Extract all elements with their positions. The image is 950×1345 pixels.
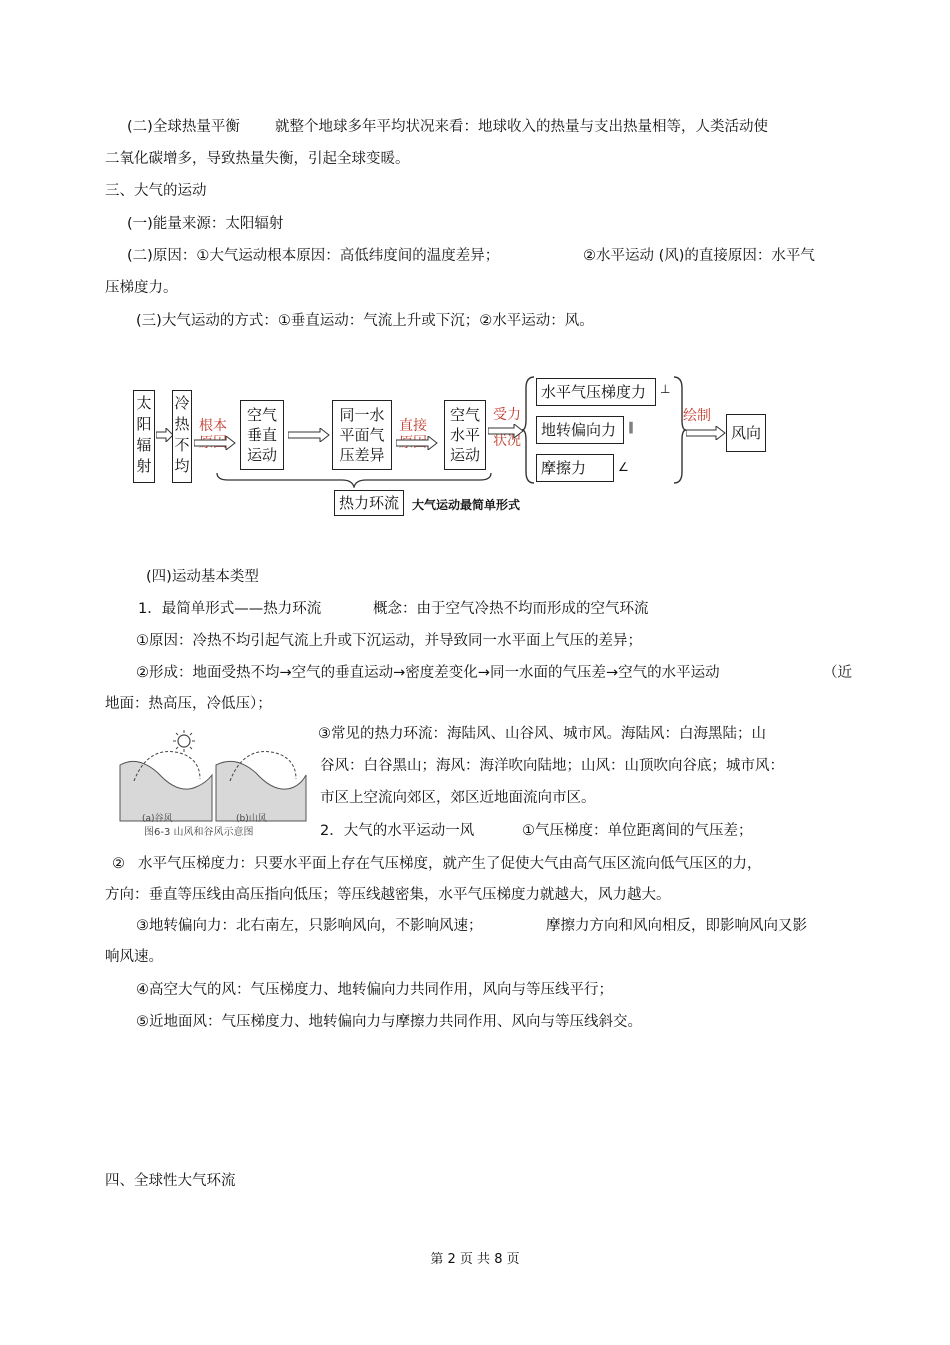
box-vertical-motion (240, 400, 284, 470)
symbol-perpendicular: ⊥ (660, 382, 671, 396)
text-formation-paren: （近 (823, 665, 852, 681)
box-wind-direction (726, 414, 766, 452)
symbol-oblique: ∠ (618, 460, 629, 474)
text-concept: 概念：由于空气冷热不均而形成的空气环流 (373, 601, 649, 617)
figure-caption: 图6-3 山风和谷风示意图 (144, 827, 254, 838)
vertical-line-1: 空气 (246, 406, 277, 424)
vertical-line-2: 垂直 (246, 426, 277, 444)
text-formation: ②形成：地面受热不均→空气的垂直运动→密度差变化→同一水面的气压差→空气的水平运动 (136, 665, 720, 681)
box-uneven-heating-text: 冷热不均 (174, 394, 190, 475)
text-upper-wind: ④高空大气的风：气压梯度力、地转偏向力共同作用，风向与等压线平行； (136, 982, 613, 998)
coriolis-force-text: 地转偏向力 (541, 421, 617, 439)
pressure-line-1: 同一水 (339, 406, 385, 424)
horizontal-line-1: 空气 (449, 406, 480, 424)
heading-basic-types: (四)运动基本类型 (146, 569, 259, 585)
pressure-gradient-force-text: 水平气压梯度力 (541, 383, 647, 401)
text-cause-a: (二)原因：①大气运动根本原因：高低纬度间的温度差异； (127, 248, 500, 264)
text-heat-balance-title: (二)全球热量平衡 (127, 119, 240, 135)
vertical-line-3: 运动 (246, 446, 277, 464)
label-root-cause: 根本 (199, 418, 227, 434)
label-force-status: 受力状况 (493, 407, 521, 449)
figure-valley-mountain-wind (118, 725, 308, 837)
caption-valley-wind: (a)谷风 (142, 814, 173, 824)
pressure-line-2: 平面气 (339, 426, 385, 444)
pressure-line-3: 压差异 (339, 446, 385, 464)
text-common-circulation-3: 市区上空流向郊区，郊区近地面流向市区。 (320, 790, 596, 806)
arrow-4 (396, 436, 438, 450)
bottom-brace (216, 472, 492, 488)
flow-diagram (128, 372, 768, 520)
text-reason: ①原因：冷热不均引起气流上升或下沉运动，并导致同一水平面上气压的差异； (136, 633, 642, 649)
box-thermal-circulation (334, 490, 404, 516)
label-direct-cause: 直接 (399, 418, 427, 434)
text-surface-wind: ⑤近地面风：气压梯度力、地转偏向力与摩擦力共同作用、风向与等压线斜交。 (136, 1014, 642, 1030)
text-pgf-num: ② (112, 856, 125, 872)
box-coriolis-force (536, 416, 624, 444)
horizontal-line-2: 水平 (449, 426, 480, 444)
text-pressure-gradient: ①气压梯度：单位距离间的气压差； (522, 823, 753, 839)
page-footer: 第 2 页 共 8 页 (430, 1252, 520, 1267)
heading-atmosphere-motion: 三、大气的运动 (105, 183, 207, 199)
text-pgf-direction: 方向：垂直等压线由高压指向低压；等压线越密集，水平气压梯度力就越大，风力越大。 (105, 887, 671, 903)
text-energy-source: (一)能量来源：太阳辐射 (127, 216, 284, 232)
text-cause-c: 压梯度力。 (105, 280, 178, 296)
box-pressure-gradient-force (536, 378, 656, 406)
box-uneven-heating (172, 390, 192, 483)
label-simplest-form: 大气运动最简单形式 (412, 498, 521, 512)
text-simplest-form: 1．最简单形式——热力环流 (138, 601, 322, 617)
text-formation-2: 地面：热高压，冷低压）； (105, 696, 272, 712)
horizontal-line-3: 运动 (449, 446, 480, 464)
left-brace (522, 376, 536, 484)
box-solar-radiation (133, 390, 155, 483)
box-friction (536, 454, 614, 482)
friction-text: 摩擦力 (541, 459, 587, 477)
arrow-3 (288, 428, 330, 442)
arrow-5 (488, 424, 524, 438)
arrow-2 (194, 436, 236, 450)
symbol-parallel: ∥ (628, 420, 634, 434)
caption-mountain-wind: (b)山风 (236, 814, 267, 824)
wind-direction-text: 风向 (730, 424, 761, 442)
box-solar-radiation-text: 太阳辐射 (136, 394, 152, 475)
text-common-circulation: ③常见的热力环流：海陆风、山谷风、城市风。海陆风：白海黑陆；山 (318, 726, 766, 742)
box-pressure-difference (332, 400, 392, 470)
arrow-6 (686, 426, 726, 440)
text-horizontal-motion: 2．大气的水平运动一风 (320, 823, 475, 839)
text-common-circulation-2: 谷风：白谷黑山；海风：海洋吹向陆地；山风：山顶吹向谷底；城市风： (320, 758, 784, 774)
text-pgf: 水平气压梯度力：只要水平面上存在气压梯度，就产生了促使大气由高气压区流向低气压区的力， (138, 856, 762, 872)
label-draw: 绘制 (683, 408, 711, 424)
text-friction: 摩擦力方向和风向相反，即影响风向又影 (546, 918, 807, 934)
text-friction-2: 响风速。 (105, 949, 163, 965)
box-horizontal-motion (444, 400, 486, 470)
text-motion-modes: (三)大气运动的方式：①垂直运动：气流上升或下沉；②水平运动：风。 (136, 313, 594, 329)
text-heat-balance-body: 就整个地球多年平均状况来看：地球收入的热量与支出热量相等，人类活动使 (275, 119, 768, 135)
text-cause-b: ②水平运动 (风)的直接原因：水平气 (583, 248, 815, 264)
text-heat-balance-body-2: 二氧化碳增多，导致热量失衡，引起全球变暖。 (105, 151, 410, 167)
right-brace (672, 376, 686, 484)
thermal-circulation-text: 热力环流 (338, 494, 399, 512)
heading-global-circulation: 四、全球性大气环流 (105, 1173, 236, 1189)
text-coriolis: ③地转偏向力：北右南左，只影响风向，不影响风速； (136, 918, 483, 934)
